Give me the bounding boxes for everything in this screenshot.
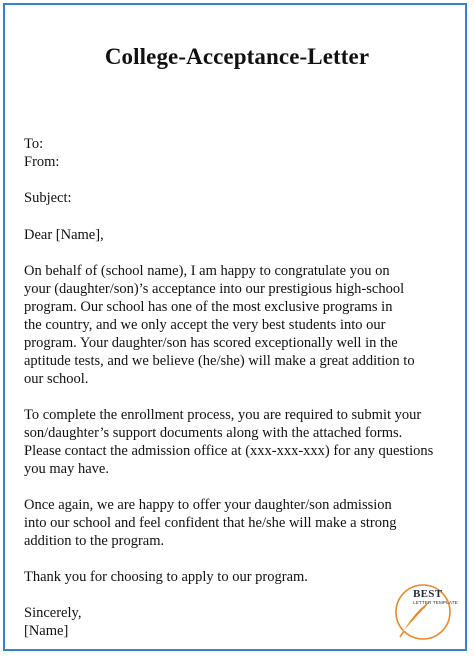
paragraph-1-line: your (daughter/son)’s acceptance into our prestigious high-school bbox=[24, 281, 405, 297]
paragraph-3-line: into our school and feel confident that he/she will make a strong bbox=[24, 515, 397, 531]
paragraph-2-line: To complete the enrollment process, you are required to submit your bbox=[24, 407, 422, 423]
paragraph-2-line: you may have. bbox=[24, 461, 109, 477]
closing: Sincerely, bbox=[24, 605, 82, 621]
paragraph-1-line: our school. bbox=[24, 371, 89, 387]
subject-label: Subject: bbox=[24, 190, 72, 206]
logo-text-best: BEST bbox=[413, 588, 443, 600]
paragraph-1-line: program. Your daughter/son has scored exceptionally well in the bbox=[24, 335, 398, 351]
quill-feather-icon bbox=[400, 601, 430, 637]
letter-title: College-Acceptance-Letter bbox=[104, 44, 370, 69]
paragraph-4: Thank you for choosing to apply to our program. bbox=[24, 569, 308, 585]
logo-text-letter-template: LETTER TEMPLATE bbox=[413, 600, 458, 605]
from-label: From: bbox=[24, 154, 60, 170]
paragraph-3-line: addition to the program. bbox=[24, 533, 165, 549]
paragraph-1-line: aptitude tests, and we believe (he/she) will make a great addition to bbox=[24, 353, 415, 369]
paragraph-1-line: On behalf of (school name), I am happy to congratulate you on bbox=[24, 263, 390, 279]
paragraph-2-line: Please contact the admission office at (xxx-xxx-xxx) for any questions bbox=[24, 443, 434, 459]
paragraph-3-line: Once again, we are happy to offer your daughter/son admission bbox=[24, 497, 392, 513]
signature: [Name] bbox=[24, 623, 69, 639]
salutation: Dear [Name], bbox=[24, 227, 104, 243]
paragraph-1-line: the country, and we only accept the very best students into our bbox=[24, 317, 386, 333]
paragraph-2-line: son/daughter’s support documents along with the attached forms. bbox=[24, 425, 403, 441]
to-label: To: bbox=[24, 136, 44, 152]
paragraph-1-line: program. Our school has one of the most exclusive programs in bbox=[24, 299, 393, 315]
